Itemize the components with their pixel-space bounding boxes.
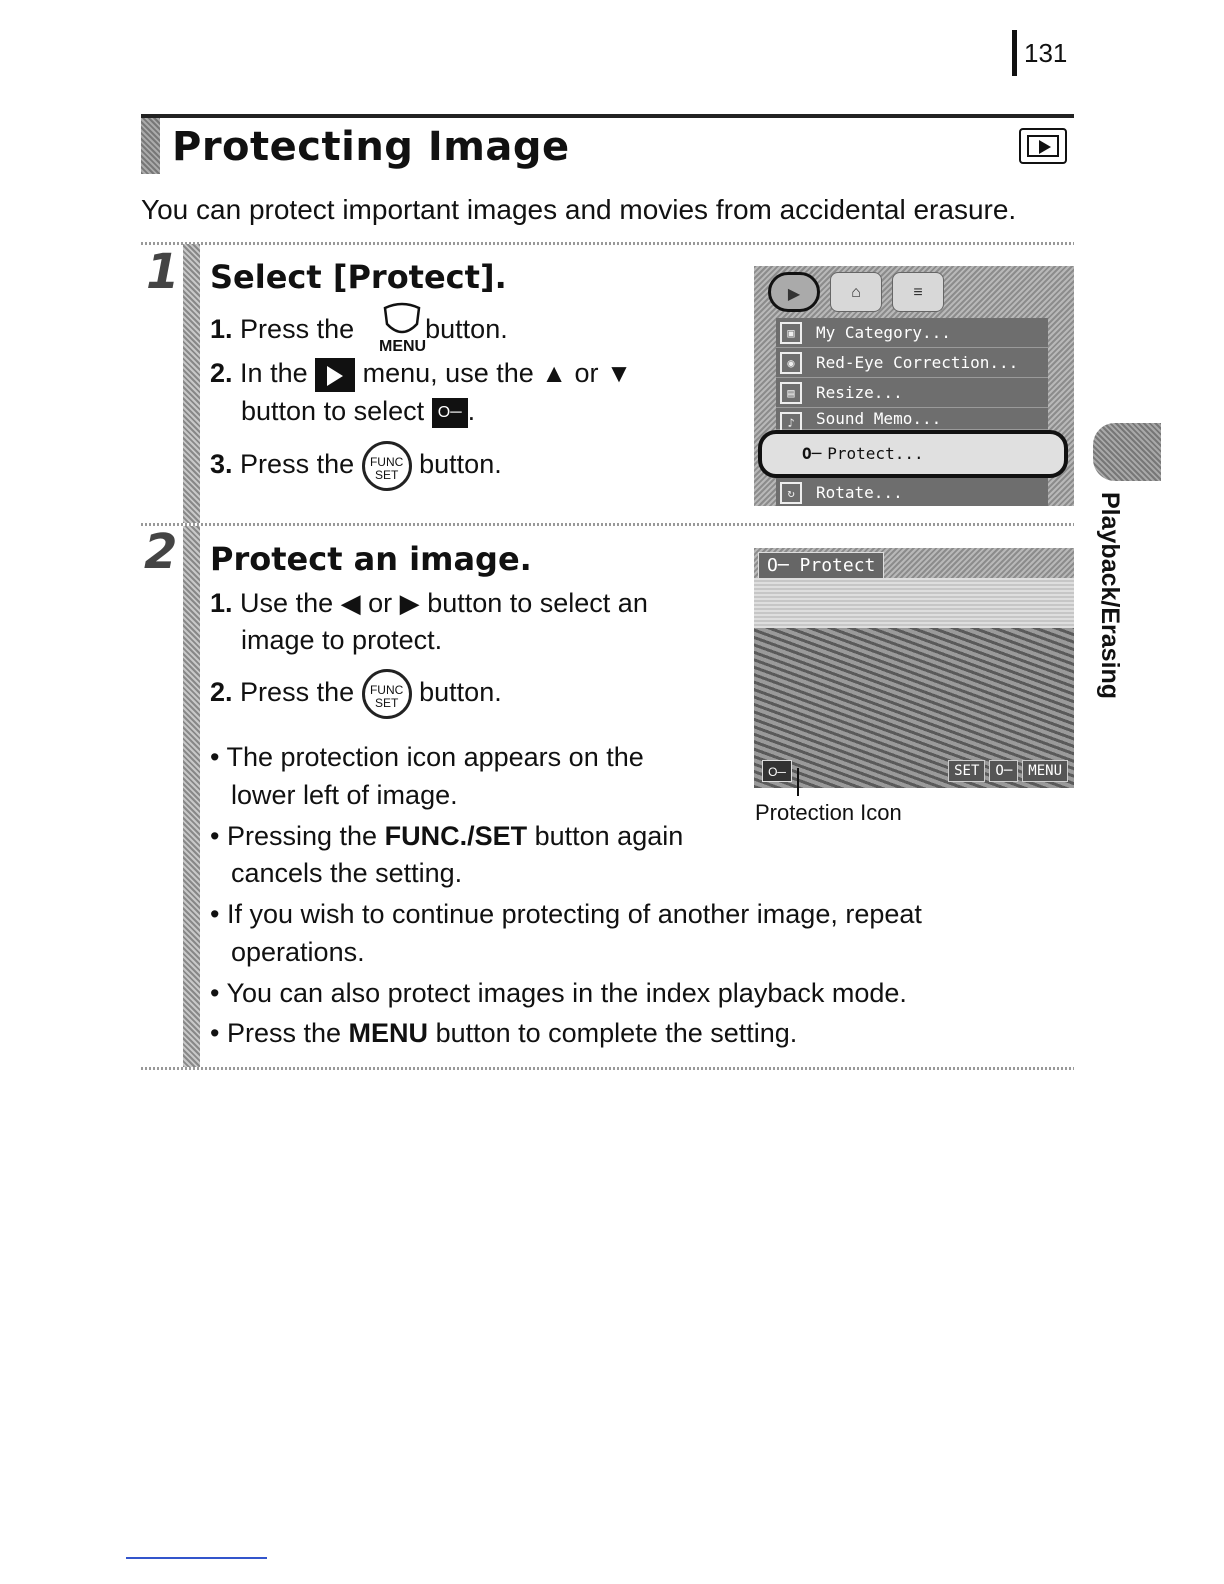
up-arrow-icon: ▲ (541, 358, 568, 389)
divider (141, 242, 1074, 245)
divider (141, 523, 1074, 526)
playback-menu-icon (315, 358, 355, 392)
func-set-button-icon: FUNC SET (362, 441, 412, 491)
callout-line (797, 768, 799, 796)
menu-item: ◉ Red-Eye Correction... (776, 348, 1048, 378)
step-2-line-1b: image to protect. (241, 625, 443, 655)
footer-link-rule (126, 1557, 267, 1559)
bullet-4: • You can also protect images in the index playback mode. (210, 978, 907, 1008)
print-tab-icon: ⌂ (830, 272, 882, 312)
menu-item-protect: O─ Protect... (758, 430, 1068, 478)
step-1-line-3: 3. Press the FUNC SET button. (210, 441, 502, 491)
protect-key-icon: O─ (432, 398, 468, 428)
intro-text: You can protect important images and movies from accidental erasure. (141, 194, 1017, 225)
step-1-line-2b: button to select O─ . (241, 396, 476, 426)
step-1-line-1: 1. Press the button. (210, 314, 508, 344)
func-set-button-icon: FUNC SET (362, 669, 412, 719)
step-1-number: 1 (146, 244, 180, 300)
protection-icon: O─ (762, 760, 792, 782)
settings-tab-icon: ≡ (892, 272, 944, 312)
step-1-title: Select [Protect]. (210, 258, 507, 296)
menu-item: ♪ Sound Memo... (776, 408, 1048, 430)
bullet-1: • The protection icon appears on the (210, 742, 644, 772)
step-1-line-2: 2. In the menu, use the ▲ or ▼ (210, 358, 632, 392)
down-arrow-icon: ▼ (606, 358, 632, 389)
step-2-line-2: 2. Press the FUNC SET button. (210, 669, 502, 719)
protection-icon-callout: Protection Icon (755, 800, 902, 825)
step-2-title: Protect an image. (210, 540, 532, 578)
page-title: Protecting Image (172, 124, 570, 170)
menu-button-icon: MENU (379, 302, 425, 358)
right-arrow-icon: ▶ (399, 588, 420, 618)
menu-softkey: MENU (1022, 760, 1068, 782)
playback-mode-icon (1019, 128, 1067, 164)
page-number-bar (1012, 30, 1017, 76)
left-arrow-icon: ◀ (340, 588, 361, 618)
menu-item: ↻ Rotate... (776, 478, 1048, 506)
set-softkey: SET (948, 760, 985, 782)
bullet-5: • Press the MENU button to complete the setting. (210, 1018, 798, 1048)
page-number: 131 (1024, 38, 1068, 68)
protect-softkey-icon: O─ (989, 760, 1018, 782)
menu-item: ▤ Resize... (776, 378, 1048, 408)
bullet-1-cont: lower left of image. (231, 780, 458, 810)
step-1-bar (183, 244, 200, 524)
step-2-number: 2 (144, 524, 178, 580)
camera-menu-screenshot (754, 266, 1074, 506)
camera-playback-screenshot (754, 548, 1074, 788)
playback-tab-icon: ▶ (768, 272, 820, 312)
bullet-3: • If you wish to continue protecting of another image, repeat (210, 899, 922, 929)
protect-label: O─ Protect (758, 552, 884, 579)
menu-item: ▣ My Category... (776, 318, 1048, 348)
bullet-2-cont: cancels the setting. (231, 858, 463, 888)
bullet-3-cont: operations. (231, 937, 365, 967)
section-label: Playback/Erasing (1096, 492, 1124, 700)
step-2-bar (183, 526, 200, 1068)
bullet-2: • Pressing the FUNC./SET button again (210, 821, 684, 851)
title-rule (141, 114, 1074, 118)
section-tab (1093, 423, 1161, 481)
title-marker (141, 118, 160, 174)
step-2-line-1: 1. Use the ◀ or ▶ button to select an (210, 588, 648, 618)
divider (141, 1067, 1074, 1070)
